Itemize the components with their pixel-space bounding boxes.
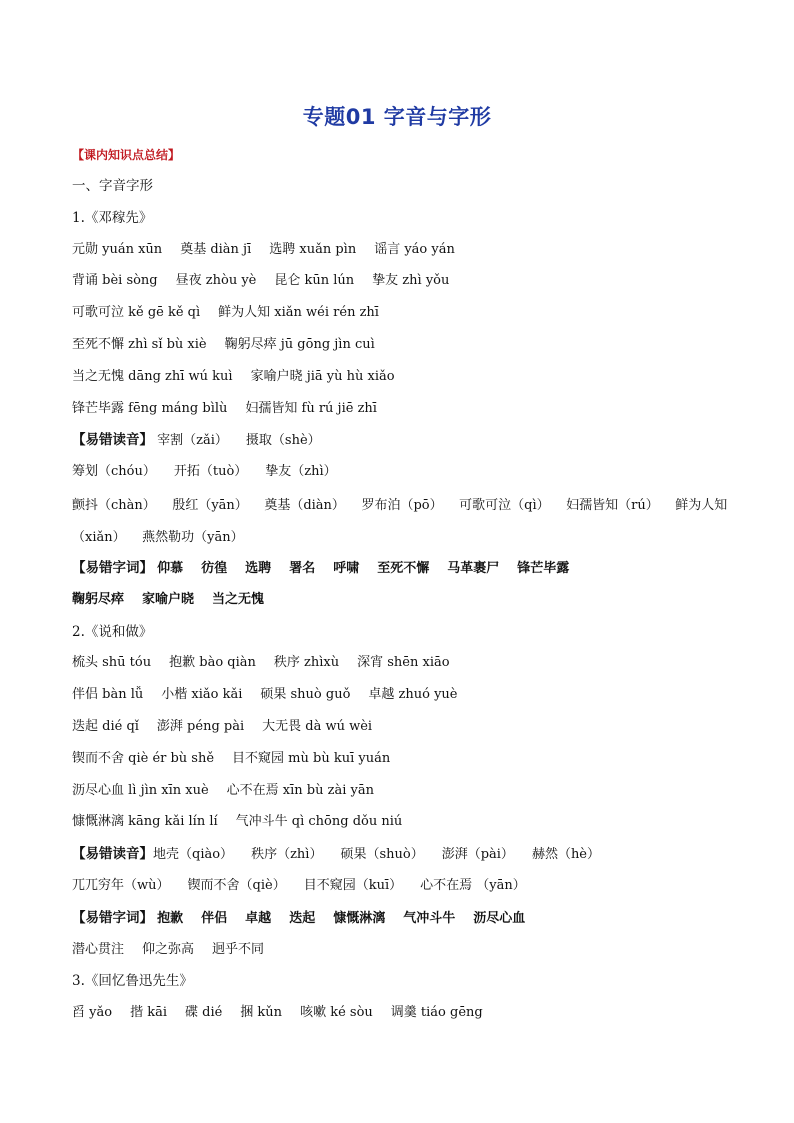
char-entry: 仰慕 <box>157 560 184 576</box>
char-entry: 伴侣 <box>201 910 228 926</box>
page-title: 专题01 字音与字形 <box>302 105 492 129</box>
char-entry: 当之无愧 <box>212 591 265 607</box>
word-entry: 至死不懈 zhì sǐ bù xiè <box>72 336 207 352</box>
char-entry: 迭起 <box>289 910 316 926</box>
pron-line <box>72 872 732 904</box>
char-entry: 家喻户晓 <box>142 591 195 607</box>
char-entry: 锋芒毕露 <box>517 560 570 576</box>
char-entry: 迥乎不同 <box>212 941 265 957</box>
char-entry: 沥尽心血 <box>473 910 526 926</box>
word-entry: 小楷 xiǎo kǎi <box>161 687 243 703</box>
pron-line <box>72 426 732 458</box>
word-line <box>72 999 732 1031</box>
word-entry: 昼夜 zhòu yè <box>175 273 257 289</box>
word-entry: 心不在焉 xīn bù zài yān <box>226 782 374 798</box>
char-entry: 气冲斗牛 <box>403 910 456 926</box>
pron-entry: 硕果（shuò） <box>340 847 424 863</box>
word-line <box>72 649 732 681</box>
word-entry: 元勋 yuán xūn <box>72 241 163 257</box>
char-entry: 卓越 <box>245 910 272 926</box>
word-entry: 气冲斗牛 qì chōng dǒu niú <box>235 814 403 830</box>
char-label: 【易错字词】 <box>72 559 153 576</box>
content-body <box>72 172 732 1031</box>
word-entry: 卓越 zhuó yuè <box>368 687 458 703</box>
pron-entry: 挚友（zhì） <box>265 464 337 480</box>
pron-entry: 殷红（yān） <box>172 497 248 513</box>
word-line <box>72 808 732 840</box>
word-line <box>72 681 732 713</box>
word-entry: 昆仑 kūn lún <box>274 273 355 289</box>
pron-entry: 开拓（tuò） <box>173 464 248 480</box>
pron-entry: 颤抖（chàn） <box>72 497 156 513</box>
pron-entry: 摄取（shè） <box>245 433 321 449</box>
word-entry: 奠基 diàn jī <box>180 241 252 257</box>
word-entry: 咳嗽 ké sòu <box>300 1005 373 1021</box>
part-heading: 一、字音字形 <box>72 178 153 194</box>
char-entry: 呼啸 <box>333 560 360 576</box>
word-entry: 伴侣 bàn lǚ <box>72 687 144 703</box>
pron-entry: 宰割（zǎi） <box>157 433 228 449</box>
char-entry: 马革裹尸 <box>447 560 500 576</box>
char-entry: 选聘 <box>245 560 272 576</box>
pron-line <box>72 490 732 554</box>
word-entry: 捆 kǔn <box>240 1005 283 1021</box>
pron-entry: 锲而不舍（qiè） <box>187 877 286 893</box>
char-entry: 潜心贯注 <box>72 941 125 957</box>
pron-label: 【易错读音】 <box>72 432 153 449</box>
word-line <box>72 395 732 427</box>
char-entry: 至死不懈 <box>377 560 430 576</box>
word-entry: 舀 yǎo <box>72 1005 113 1021</box>
char-line <box>72 936 732 968</box>
pron-entry: 兀兀穷年（wù） <box>72 877 170 893</box>
pron-entry: 鲜为人知（xiǎn） <box>72 497 728 545</box>
char-entry: 仰之弥高 <box>142 941 195 957</box>
word-entry: 碟 dié <box>184 1005 223 1021</box>
pron-entry: 地壳（qiào） <box>153 847 234 863</box>
word-entry: 迭起 dié qǐ <box>72 718 139 734</box>
word-entry: 锋芒毕露 fēng máng bìlù <box>72 400 228 416</box>
char-line <box>72 586 732 618</box>
word-entry: 背诵 bèi sòng <box>72 273 158 289</box>
word-entry: 慷慨淋漓 kāng kǎi lín lí <box>72 814 218 830</box>
lesson-heading: 3.《回忆鲁迅先生》 <box>72 973 193 990</box>
char-entry: 慷慨淋漓 <box>333 910 386 926</box>
char-entry: 彷徨 <box>201 560 228 576</box>
word-line <box>72 363 732 395</box>
word-line <box>72 331 732 363</box>
word-line <box>72 777 732 809</box>
pron-entry: 目不窥园（kuī） <box>303 877 403 893</box>
pron-line <box>72 458 732 490</box>
word-entry: 家喻户晓 jiā yù hù xiǎo <box>250 368 395 384</box>
word-entry: 可歌可泣 kě gē kě qì <box>72 305 201 321</box>
word-entry: 锲而不舍 qiè ér bù shě <box>72 750 215 766</box>
char-entry: 署名 <box>289 560 316 576</box>
char-line <box>72 904 732 936</box>
pron-line <box>72 840 732 872</box>
pron-entry: 妇孺皆知（rú） <box>566 497 659 513</box>
pron-entry: 燕然勒功（yān） <box>142 529 244 545</box>
pron-entry: 赫然（hè） <box>531 847 601 863</box>
pron-entry: 心不在焉 （yān） <box>420 877 526 893</box>
word-line <box>72 713 732 745</box>
lesson-heading: 2.《说和做》 <box>72 623 153 640</box>
word-entry: 挚友 zhì yǒu <box>372 273 450 289</box>
pron-entry: 秩序（zhì） <box>251 847 323 863</box>
pron-entry: 澎湃（pài） <box>441 847 514 863</box>
char-label: 【易错字词】 <box>72 909 153 926</box>
word-entry: 秩序 zhìxù <box>273 655 340 671</box>
word-line <box>72 299 732 331</box>
word-entry: 抱歉 bào qiàn <box>169 655 256 671</box>
word-entry: 硕果 shuò guǒ <box>260 687 351 703</box>
word-entry: 鞠躬尽瘁 jū gōng jìn cuì <box>224 336 375 352</box>
word-entry: 妇孺皆知 fù rú jiē zhī <box>245 400 377 416</box>
word-entry: 深宵 shēn xiāo <box>357 655 450 671</box>
word-entry: 调羹 tiáo gēng <box>390 1005 483 1021</box>
word-entry: 选聘 xuǎn pìn <box>269 241 357 257</box>
char-entry: 抱歉 <box>157 910 184 926</box>
word-entry: 大无畏 dà wú wèi <box>262 718 373 734</box>
word-entry: 沥尽心血 lì jìn xīn xuè <box>72 782 209 798</box>
char-line <box>72 554 732 586</box>
word-entry: 目不窥园 mù bù kuī yuán <box>232 750 391 766</box>
word-line <box>72 745 732 777</box>
char-entry: 鞠躬尽瘁 <box>72 591 125 607</box>
word-entry: 澎湃 péng pài <box>156 718 245 734</box>
word-entry: 揩 kāi <box>130 1005 167 1021</box>
pron-entry: 奠基（diàn） <box>264 497 345 513</box>
pron-entry: 筹划（chóu） <box>72 464 156 480</box>
lesson-heading: 1.《邓稼先》 <box>72 209 153 226</box>
pron-entry: 罗布泊（pō） <box>361 497 443 513</box>
word-line <box>72 236 732 268</box>
word-line <box>72 267 732 299</box>
pron-label: 【易错读音】 <box>72 846 153 863</box>
word-entry: 梳头 shū tóu <box>72 655 152 671</box>
word-entry: 当之无愧 dāng zhī wú kuì <box>72 368 233 384</box>
word-entry: 谣言 yáo yán <box>374 241 455 257</box>
word-entry: 鲜为人知 xiǎn wéi rén zhī <box>218 305 379 321</box>
section-tag: 【课内知识点总结】 <box>72 148 181 162</box>
pron-entry: 可歌可泣（qì） <box>459 497 550 513</box>
